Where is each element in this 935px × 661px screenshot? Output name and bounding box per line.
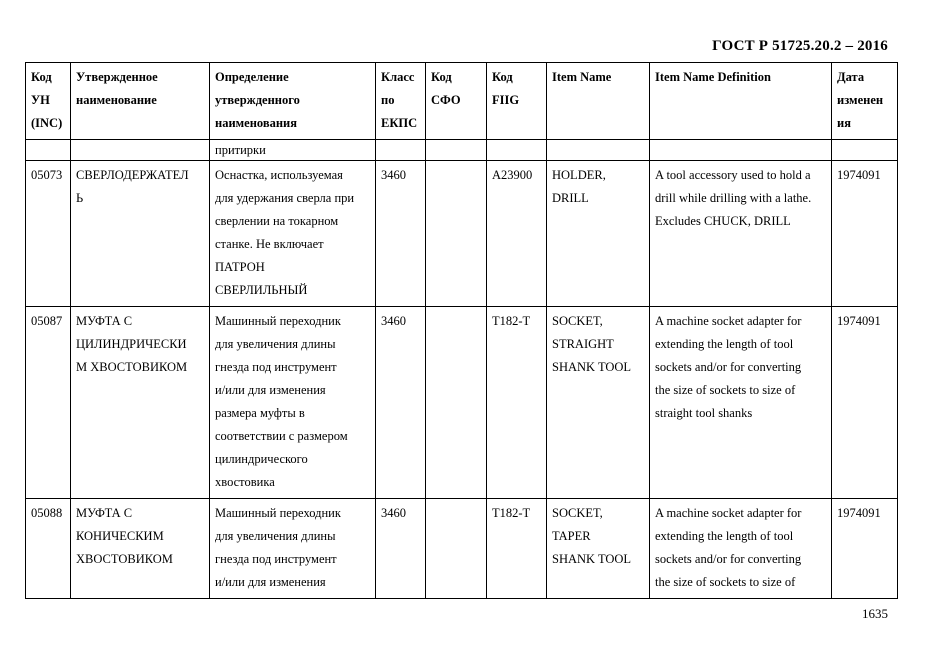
table-header: [26, 63, 898, 140]
column-header-line: наименования: [215, 116, 298, 130]
column-header-line: изменен: [837, 93, 884, 107]
cell-text-line: TAPER: [552, 529, 591, 543]
cell-text-line: A machine socket adapter for: [655, 314, 802, 328]
cell-text-line: КОНИЧЕСКИМ: [76, 529, 164, 543]
column-header-line: УН: [31, 93, 50, 107]
column-header-line: Код: [492, 70, 513, 84]
cell-text-line: СВЕРЛОДЕРЖАТЕЛ: [76, 168, 189, 182]
cell-sfo: [426, 307, 487, 499]
column-header-line: утвержденного: [215, 93, 300, 107]
cell-text-line: Ь: [76, 191, 84, 205]
cell-inc: [26, 140, 71, 161]
cell-date: [832, 140, 898, 161]
cell-text-line: гнезда под инструмент: [215, 552, 337, 566]
cell-text: 3460: [381, 314, 406, 328]
cell-text: T182-T: [492, 506, 531, 520]
cell-text-line: МУФТА С: [76, 314, 133, 328]
cell-date: [832, 161, 898, 307]
cell-text-line: sockets and/or for converting: [655, 552, 802, 566]
column-header-inc: [26, 63, 71, 140]
cell-text-line: extending the length of tool: [655, 529, 794, 543]
cell-text: 1974091: [837, 506, 881, 520]
cell-text-line: HOLDER,: [552, 168, 606, 182]
cell-item-def: [650, 161, 832, 307]
column-header-date: [832, 63, 898, 140]
cell-date: [832, 307, 898, 499]
cell-text-line: the size of sockets to size of: [655, 383, 796, 397]
cell-text: 3460: [381, 506, 406, 520]
column-header-line: ия: [837, 116, 851, 130]
column-header-item-name: [547, 63, 650, 140]
cell-inc: [26, 307, 71, 499]
cell-text-line: для удержания сверла при: [215, 191, 355, 205]
cell-text-line: сверлении на токарном: [215, 214, 339, 228]
cell-sfo: [426, 499, 487, 599]
cell-item-name: [547, 499, 650, 599]
table-header-row: [26, 63, 898, 140]
column-header-name-ru: [71, 63, 210, 140]
cell-text-line: станке. Не включает: [215, 237, 324, 251]
cell-text-line: STRAIGHT: [552, 337, 614, 351]
cell-name-ru: [71, 140, 210, 161]
cell-text-line: СВЕРЛИЛЬНЫЙ: [215, 283, 308, 297]
cell-text-line: М ХВОСТОВИКОМ: [76, 360, 188, 374]
column-header-def-ru: [210, 63, 376, 140]
column-header-line: наименование: [76, 93, 157, 107]
table-row: [26, 499, 898, 599]
cell-text-line: размера муфты в: [215, 406, 305, 420]
cell-text-line: the size of sockets to size of: [655, 575, 796, 589]
cell-text: 1974091: [837, 168, 881, 182]
column-header-line: по: [381, 93, 395, 107]
cell-text-line: ХВОСТОВИКОМ: [76, 552, 173, 566]
cell-fiig: [487, 307, 547, 499]
cell-def-ru: [210, 307, 376, 499]
cell-text-line: Машинный переходник: [215, 506, 341, 520]
classification-table: [25, 62, 898, 599]
cell-text-line: хвостовика: [215, 475, 275, 489]
cell-name-ru: [71, 161, 210, 307]
table-row: [26, 161, 898, 307]
column-header-line: Определение: [215, 70, 289, 84]
column-header-line: Item Name Definition: [655, 70, 771, 84]
cell-item-def: [650, 140, 832, 161]
cell-ekps: [376, 307, 426, 499]
cell-def-ru: [210, 161, 376, 307]
table-row-continuation: [26, 140, 898, 161]
cell-def-ru: [210, 140, 376, 161]
cell-text-line: sockets and/or for converting: [655, 360, 802, 374]
cell-fiig: [487, 499, 547, 599]
column-header-line: FIIG: [492, 93, 520, 107]
cell-text-line: SOCKET,: [552, 506, 603, 520]
cell-item-def: [650, 499, 832, 599]
cell-text-line: A tool accessory used to hold a: [655, 168, 811, 182]
cell-text-line: ЦИЛИНДРИЧЕСКИ: [76, 337, 187, 351]
page-number: 1635: [862, 606, 888, 621]
column-header-line: ЕКПС: [381, 116, 418, 130]
cell-text-line: соответствии с размером: [215, 429, 348, 443]
cell-text-line: и/или для изменения: [215, 383, 326, 397]
column-header-line: Дата: [837, 70, 865, 84]
cell-item-name: [547, 161, 650, 307]
cell-text: T182-T: [492, 314, 531, 328]
cell-text-line: A machine socket adapter for: [655, 506, 802, 520]
cell-inc: [26, 161, 71, 307]
cell-text: 05087: [31, 314, 63, 328]
cell-text-line: МУФТА С: [76, 506, 133, 520]
column-header-line: Утвержденное: [76, 70, 158, 84]
column-header-line: Класс: [381, 70, 415, 84]
cell-text-line: ПАТРОН: [215, 260, 265, 274]
cell-fiig: [487, 161, 547, 307]
document-standard-header: ГОСТ Р 51725.20.2 – 2016: [712, 38, 888, 54]
table-body: [26, 140, 898, 599]
column-header-line: СФО: [431, 93, 461, 107]
cell-text: 3460: [381, 168, 406, 182]
table-row: [26, 307, 898, 499]
cell-text: A23900: [492, 168, 533, 182]
cell-text-line: для увеличения длины: [215, 337, 336, 351]
column-header-line: Item Name: [552, 70, 612, 84]
cell-text-line: SHANK TOOL: [552, 552, 632, 566]
column-header-line: Код: [31, 70, 52, 84]
cell-text-line: extending the length of tool: [655, 337, 794, 351]
cell-text-line: DRILL: [552, 191, 589, 205]
cell-item-def: [650, 307, 832, 499]
cell-text-line: Машинный переходник: [215, 314, 341, 328]
column-header-line: (INC): [31, 116, 63, 130]
cell-item-name: [547, 140, 650, 161]
cell-text: 1974091: [837, 314, 881, 328]
cell-name-ru: [71, 499, 210, 599]
cell-ekps: [376, 161, 426, 307]
cell-text: 05073: [31, 168, 63, 182]
cell-text-line: SOCKET,: [552, 314, 603, 328]
cell-text-line: гнезда под инструмент: [215, 360, 337, 374]
cell-text: 05088: [31, 506, 63, 520]
cell-date: [832, 499, 898, 599]
cell-fiig: [487, 140, 547, 161]
column-header-sfo: [426, 63, 487, 140]
column-header-line: Код: [431, 70, 452, 84]
cell-sfo: [426, 140, 487, 161]
cell-inc: [26, 499, 71, 599]
cell-text-line: Excludes CHUCK, DRILL: [655, 214, 791, 228]
cell-ekps: [376, 499, 426, 599]
column-header-item-def: [650, 63, 832, 140]
cell-text-line: цилиндрического: [215, 452, 308, 466]
cell-name-ru: [71, 307, 210, 499]
cell-sfo: [426, 161, 487, 307]
cell-def-ru: [210, 499, 376, 599]
cell-text-line: drill while drilling with a lathe.: [655, 191, 812, 205]
cell-ekps: [376, 140, 426, 161]
cell-text-line: притирки: [215, 143, 266, 157]
cell-text-line: straight tool shanks: [655, 406, 753, 420]
cell-item-name: [547, 307, 650, 499]
cell-text-line: SHANK TOOL: [552, 360, 632, 374]
cell-text-line: Оснастка, используемая: [215, 168, 343, 182]
column-header-fiig: [487, 63, 547, 140]
cell-text-line: для увеличения длины: [215, 529, 336, 543]
column-header-ekps: [376, 63, 426, 140]
cell-text-line: и/или для изменения: [215, 575, 326, 589]
